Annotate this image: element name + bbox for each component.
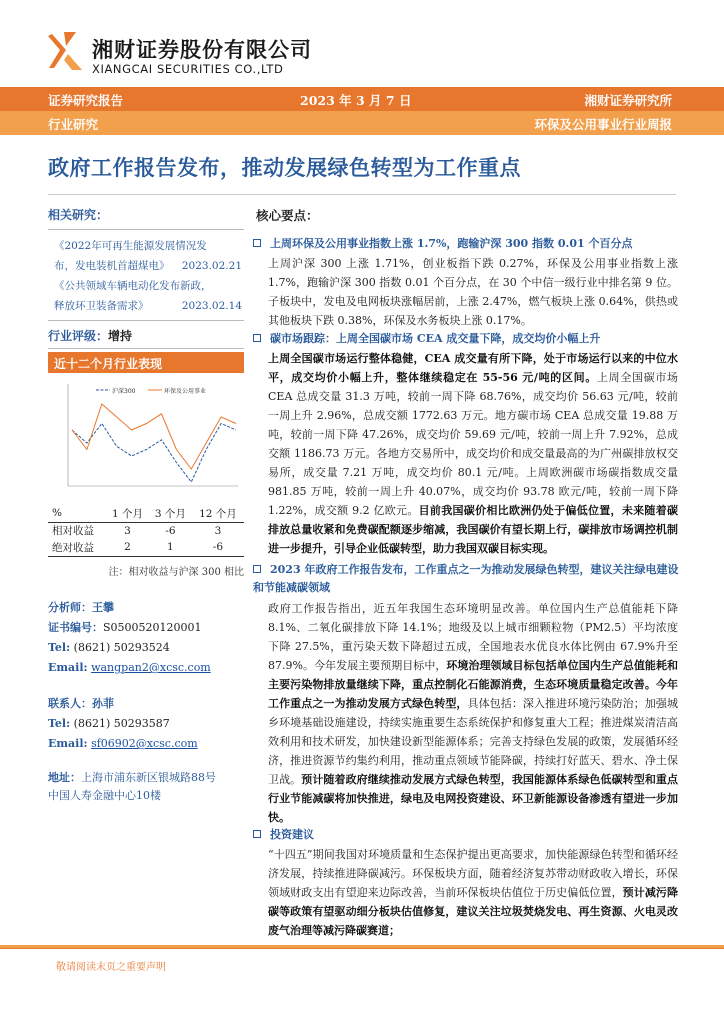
table-header-row: % 1 个月 3 个月 12 个月	[48, 505, 244, 522]
section-text-gov-report: 政府工作报告指出，近五年我国生态环境明显改善。单位国内生产总值能耗下降 8.1%、二氧化碳排放下降 14.1%；地级及以上城市细颗粒物（PM2.5）平均浓度下降 27.5%，重污染天数下降超过五成，全国地表水优良水体比例由 67.9%升至 87.9%。今年发展主要预期目标中，环境治理领域目标包括单位国内生产总值能耗和主要污染物排放量继续下降，重点控制化石能源消费，生态环境质量稳定改善。今年工作重点之一为推动发展方式绿色转型，具体包括：深入推进环境污染防治；加强城乡环境基础设施建设，持续实施重要生态系统保护和修复重大工程；推进煤炭清洁高效利用和技术研发，加快建设新型能源体系；完善支持绿色发展的政策，发展循环经济，推进资源节约集约利用，推动重点领域节能降碳，持续打好蓝天、碧水、净土保卫战。预计随着政府继续推动发展方式绿色转型，我国能源体系绿色低碳转型和重点行业节能减碳将加快推进，绿电及电网投资建设、环卫新能源设备渗透有望进一步加快。	[268, 602, 678, 824]
company-name-en: XIANGCAI SECURITIES CO.,LTD	[92, 62, 284, 76]
performance-chart	[48, 374, 244, 496]
section-text-carbon: 上周全国碳市场运行整体稳健，CEA 成交量有所下降，处于市场运行以来的中位水平，成交均价小幅上升，整体继续稳定在 55-56 元/吨的区间。上周全国碳市场 CEA 总成交量 31.3 万吨，较前一周下降 68.76%，成交均价 56.63 元/吨，较前一周上升 2.96%，总成交额 1772.63 万元。地方碳市场 CEA 总成交量 19.88 万吨，较前一周下降 47.26%，成交均价 59.69 元/吨，较前一周上升 7.92%，总成交额 1186.73 万元。各地方交易所中，成交均价和成交量最高的为广州碳排放权交易所，成交量 7.21 万吨，成交均价 80.1 元/吨。上周欧洲碳市场碳指数成交量 981.85 万吨，较前一周上升 40.07%，成交均价 93.78 欧元/吨，较前一周下降 1.22%，成交额 9.2 亿欧元。目前我国碳价相比欧洲仍处于偏低位置，未来随着碳排放总量收紧和免费碳配额逐步缩减，我国碳价有望长期上行，碳排放市场调控机制进一步提升，引导企业低碳转型，助力我国双碳目标实现。	[268, 352, 679, 555]
section-text-index: 上周沪深 300 上涨 1.71%，创业板指下跌 0.27%，环保及公用事业指数上涨 1.7%，跑输沪深 300 指数 0.01 个百分点，在 30 个中信一级行业中排名第 9 位。子板块中，发电及电网板块涨幅居前，上涨 2.47%，燃气板块上涨 0.64%，供热或其他板块下跌 0.38%，环保及水务板块上涨 0.17%。	[268, 257, 678, 327]
report-type: 证券研究报告	[48, 93, 124, 108]
legend-label-industry: 环保及公用事业	[164, 388, 207, 395]
section-text-advice: “十四五”期间我国对环境质量和生态保护提出更高要求，加快能源绿色转型和循环经济发展，持续推进降碳减污。环保板块方面，随着经济复苏带动财政收入增长，环保领域财政支出有望迎来边际改善，当前环保板块估值位于历史偏低位置，预计减污降碳等政策有望驱动细分板块估值修复，建议关注垃圾焚烧发电、再生资源、火电灵改废气治理等减污降碳赛道；	[268, 848, 679, 937]
company-name-cn: 湘财证券股份有限公司	[92, 38, 312, 62]
analyst-name: 王攀	[92, 601, 114, 614]
section-heading-gov-report: 2023 年政府工作报告发布，工作重点之一为推动发展绿色转型，建议关注绿电建设和节能减碳领域	[253, 563, 679, 594]
header-bar-top	[0, 87, 724, 111]
checkbox-bullet-icon	[253, 334, 261, 342]
footer-disclaimer[interactable]: 敬请阅读末页之重要声明	[56, 962, 166, 973]
core-points-heading: 核心要点：	[256, 208, 319, 223]
contact-tel: (8621) 50293587	[73, 717, 170, 730]
performance-heading: 近十二个月行业表现	[48, 352, 244, 373]
related-item[interactable]: 《公共领域车辆电动化发布新政， 释放环卫装备需求》 2023.02.14	[54, 280, 242, 312]
checkbox-bullet-icon	[253, 565, 261, 573]
section-heading-advice: 投资建议	[253, 826, 685, 842]
industry-rating: 行业评级：增持	[48, 327, 244, 349]
performance-table	[48, 505, 244, 557]
report-category: 行业研究	[48, 117, 99, 132]
analyst-info: 分析师：王攀 证书编号：S0500520120001 Tel: (8621) 50293524 Email: wangpan2@xcsc.com 联系人：孙菲 Tel: (8621) 50293587 Email: sf06902@xcsc.com	[48, 601, 211, 750]
page-title: 政府工作报告发布，推动发展绿色转型为工作重点	[48, 156, 521, 180]
header-bar-bottom	[0, 111, 724, 135]
contact-name: 孙菲	[92, 697, 114, 710]
table-note: 注：相对收益与沪深 300 相比	[108, 567, 244, 578]
report-date: 2023 年 3 月 7 日	[300, 93, 412, 108]
footer-divider-thin	[0, 948, 724, 949]
analyst-tel: (8621) 50293524	[73, 641, 170, 654]
report-series: 环保及公用事业行业周报	[534, 117, 672, 132]
table-row: 绝对收益 2 1 -6	[48, 539, 244, 556]
company-logo-icon	[46, 28, 86, 76]
institute-name: 湘财证券研究所	[584, 93, 672, 108]
cert-number: S0500520120001	[103, 621, 202, 634]
title-divider	[48, 194, 676, 195]
section-heading-carbon: 碳市场跟踪：上周全国碳市场 CEA 成交量下降，成交均价小幅上升	[253, 330, 685, 346]
related-item[interactable]: 《2022年可再生能源发展情况发 布，发电装机首超煤电》 2023.02.21	[54, 240, 242, 272]
related-research-list	[48, 229, 244, 321]
contact-email-link[interactable]: sf06902@xcsc.com	[91, 737, 198, 750]
section-heading-index: 上周环保及公用事业指数上涨 1.7%，跑输沪深 300 指数 0.01 个百分点	[253, 235, 685, 251]
address: 地址：上海市浦东新区银城路88号 中国人寿金融中心10楼	[48, 771, 216, 802]
checkbox-bullet-icon	[253, 239, 261, 247]
legend-label-hs300: 沪深300	[112, 388, 136, 395]
table-row: 相对收益 3 -6 3	[52, 524, 222, 538]
analyst-email-link[interactable]: wangpan2@xcsc.com	[91, 661, 211, 674]
checkbox-bullet-icon	[253, 830, 261, 838]
rating-value: 增持	[108, 329, 133, 343]
related-research-heading: 相关研究：	[48, 208, 109, 222]
